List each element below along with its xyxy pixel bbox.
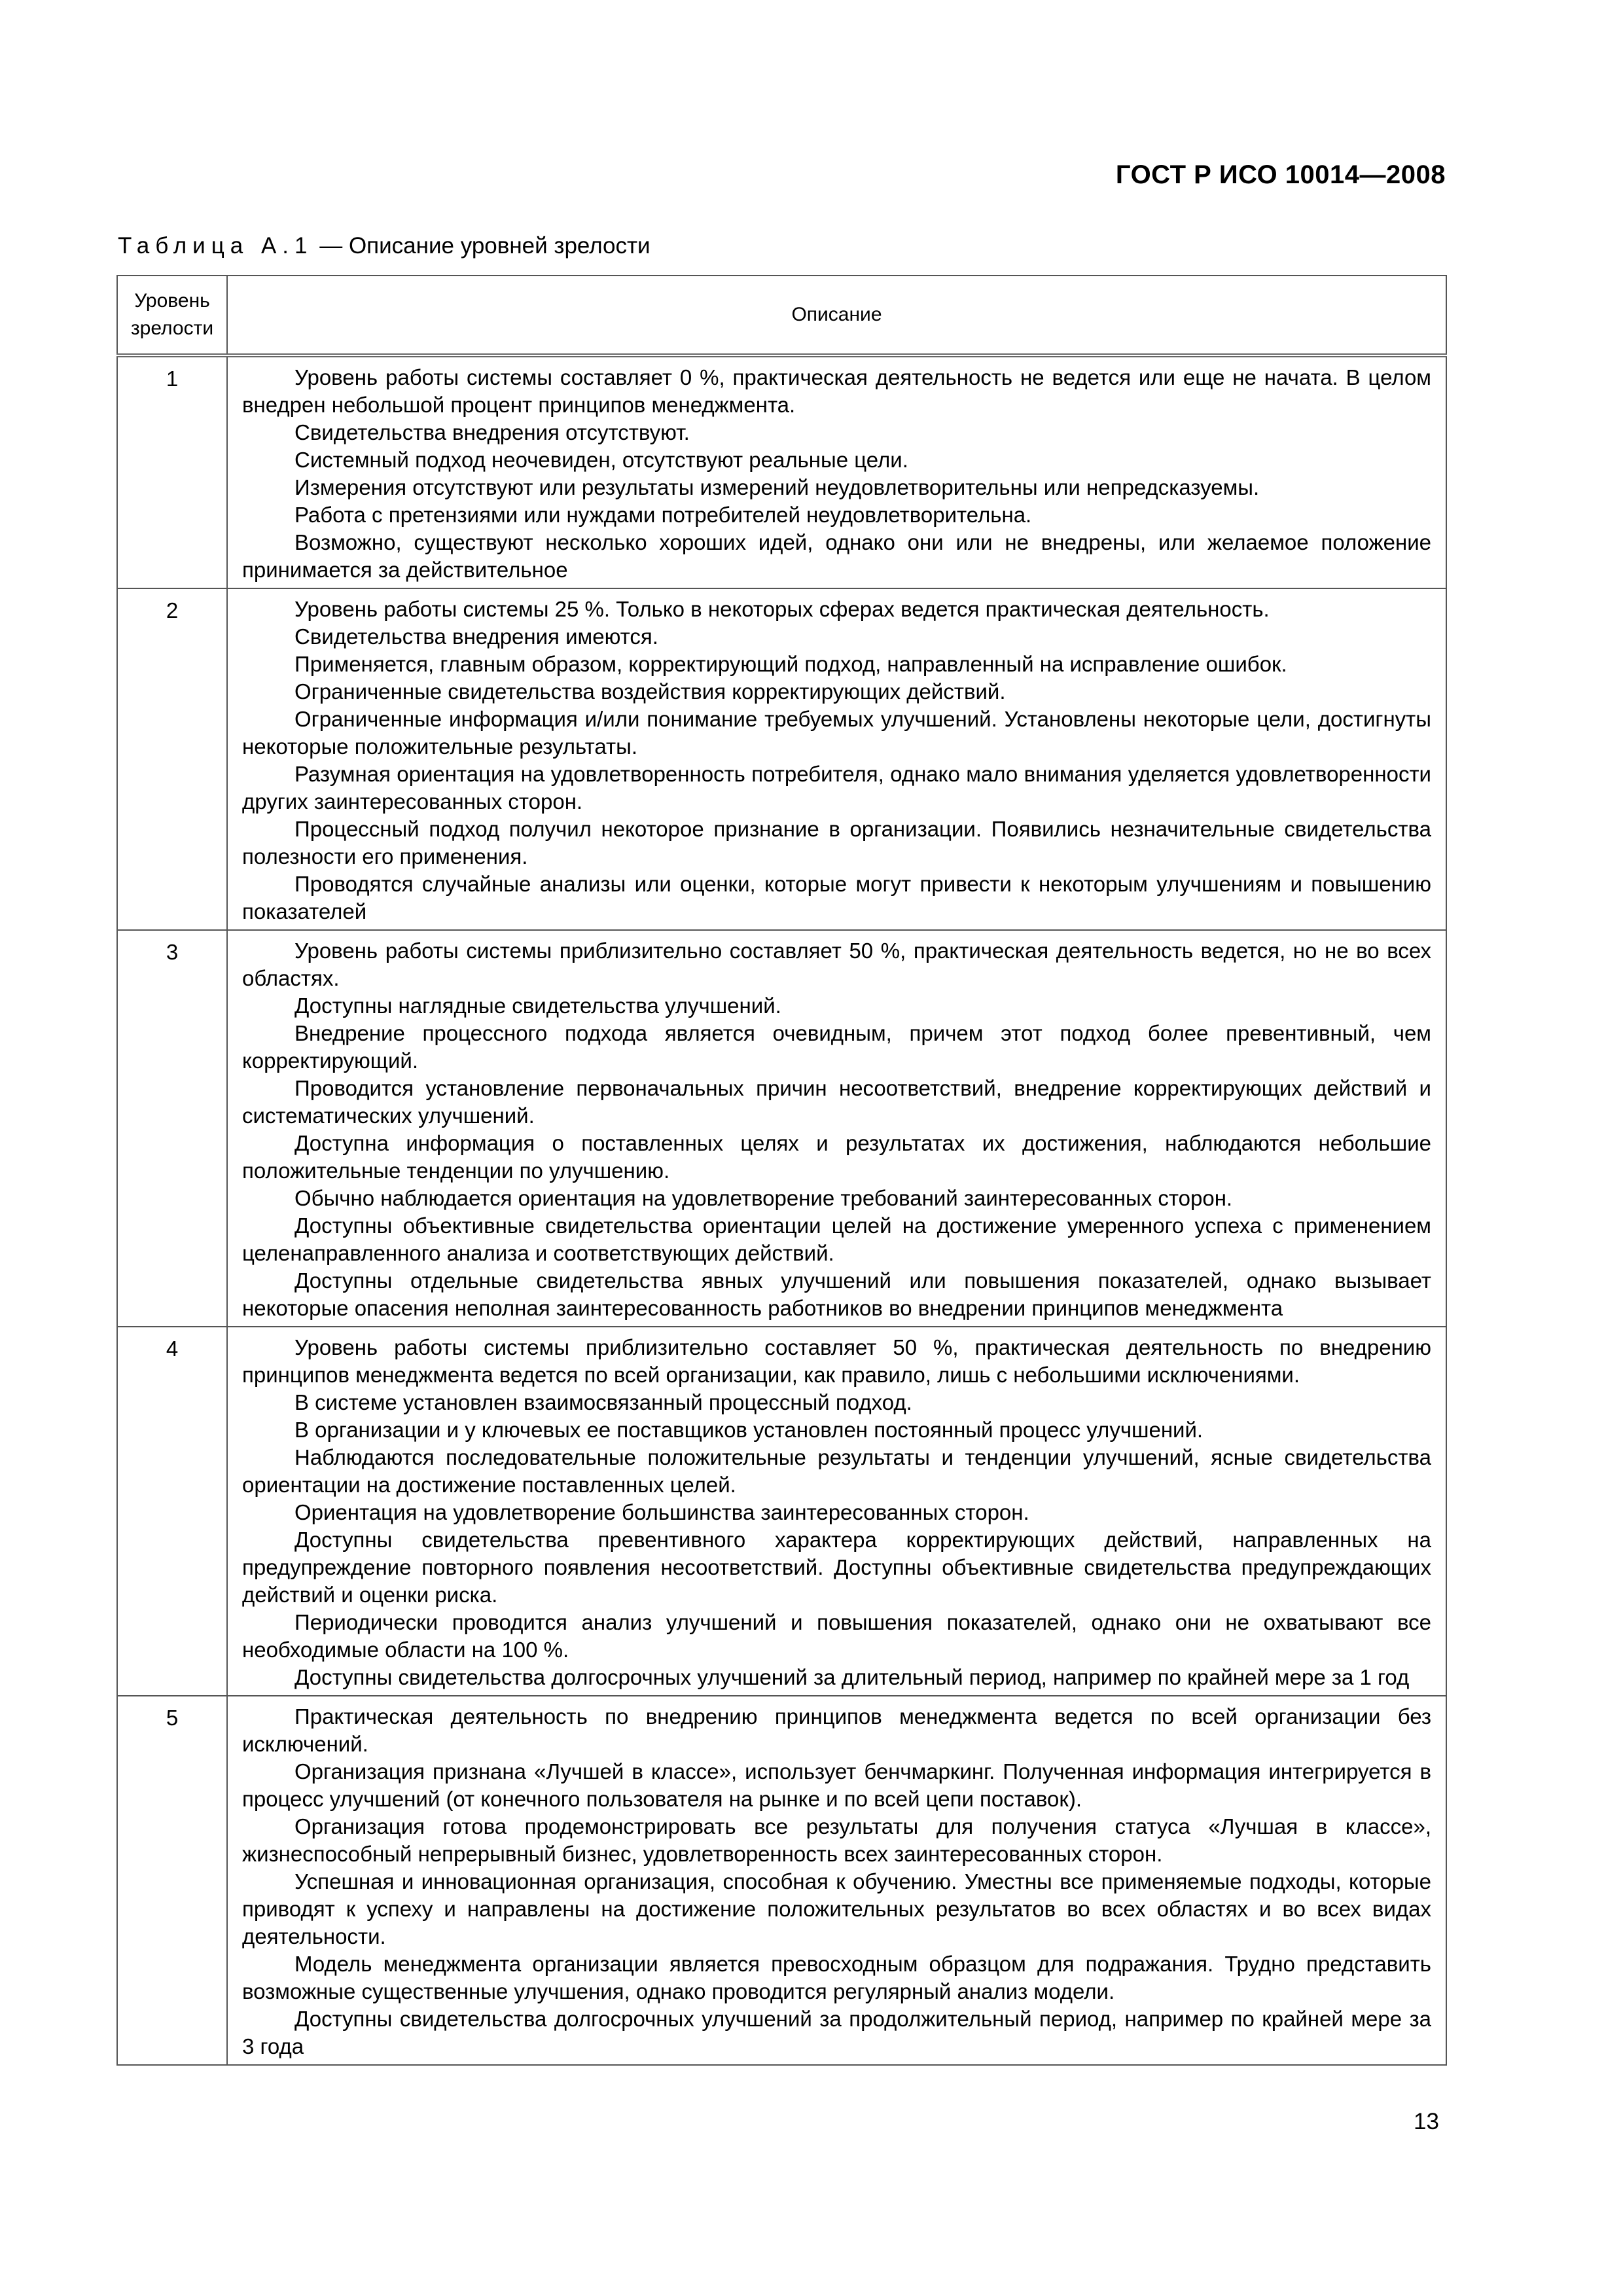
description-paragraph: Ориентация на удовлетворение большинства заинтересованных сторон. [294,1500,1029,1524]
description-cell [227,1696,1446,2065]
maturity-level-cell: 1 [117,355,227,588]
table-caption-title: — Описание уровней зрелости [319,233,651,259]
description-paragraph: Успешная и инновационная организация, способная к обучению. Уместны все применяемые подходы, которые приводят к успеху и направлены на достижение положительных результатов во всех областях и во всех видах деятельности. [242,1869,1431,1948]
description-paragraph: Свидетельства внедрения отсутствуют. [294,420,690,444]
description-paragraph: Проводятся случайные анализы или оценки, которые могут привести к некоторым улучшениям и повышению показателей [242,872,1431,924]
table-row [117,588,1446,930]
description-paragraph: Применяется, главным образом, корректирующий подход, направленный на исправление ошибок. [294,652,1287,676]
description-paragraph: Доступна информация о поставленных целях и результатах их достижения, наблюдаются небольшие положительные тенденции по улучшению. [242,1131,1431,1183]
document-header: ГОСТ Р ИСО 10014—2008 [1115,160,1446,189]
table-caption-label: Таблица А.1 [118,233,313,259]
description-paragraph: Уровень работы системы приблизительно составляет 50 %, практическая деятельность ведется, но не во всех областях. [242,939,1431,990]
maturity-level-cell: 3 [117,930,227,1327]
description-paragraph: Системный подход неочевиден, отсутствуют реальные цели. [294,448,908,472]
column-header-level: Уровень зрелости [117,276,227,355]
description-paragraph: Ограниченные свидетельства воздействия корректирующих действий. [294,679,1006,704]
page-number: 13 [1414,2109,1439,2134]
description-paragraph: Проводится установление первоначальных причин несоответствий, внедрение корректирующих действий и систематических улучшений. [242,1076,1431,1128]
description-paragraph: Доступны свидетельства долгосрочных улучшений за длительный период, например по крайней мере за 1 год [294,1665,1410,1689]
description-paragraph: Организация готова продемонстрировать все результаты для получения статуса «Лучшая в классе», жизнеспособный непрерывный бизнес, удовлетворенность всех заинтересованных сторон. [242,1814,1431,1866]
description-paragraph: В системе установлен взаимосвязанный процессный подход. [294,1390,912,1414]
description-paragraph: Доступны отдельные свидетельства явных улучшений или повышения показателей, однако вызывает некоторые опасения неполная заинтересованность работников во внедрении принципов менеджмента [242,1268,1431,1320]
maturity-level-cell: 4 [117,1327,227,1696]
description-paragraph: Разумная ориентация на удовлетворенность потребителя, однако мало внимания уделяется удовлетворенности других заинтересованных сторон. [242,762,1431,814]
table-row [117,1696,1446,2065]
maturity-levels-table [116,275,1447,2066]
description-paragraph: Возможно, существуют несколько хороших идей, однако они или не внедрены, или желаемое положение принимается за действительное [242,530,1431,582]
description-paragraph: Ограниченные информация и/или понимание требуемых улучшений. Установлены некоторые цели, достигнуты некоторые положительные результаты. [242,707,1431,759]
table-row [117,1327,1446,1696]
description-paragraph: В организации и у ключевых ее поставщиков установлен постоянный процесс улучшений. [294,1418,1204,1442]
description-paragraph: Измерения отсутствуют или результаты измерений неудовлетворительны или непредсказуемы. [294,475,1260,499]
description-paragraph: Организация признана «Лучшей в классе», использует бенчмаркинг. Полученная информация интегрируется в процесс улучшений (от конечного пользователя на рынке и по всей цепи поставок). [242,1759,1431,1811]
description-paragraph: Доступны свидетельства долгосрочных улучшений за продолжительный период, например по крайней мере за 3 года [242,2007,1431,2058]
table-row [117,355,1446,588]
description-paragraph: Обычно наблюдается ориентация на удовлетворение требований заинтересованных сторон. [294,1186,1233,1210]
description-paragraph: Свидетельства внедрения имеются. [294,624,658,649]
description-paragraph: Доступны наглядные свидетельства улучшений. [294,994,781,1018]
description-paragraph: Внедрение процессного подхода является очевидным, причем этот подход более превентивный, чем корректирующий. [242,1021,1431,1073]
description-paragraph: Уровень работы системы 25 %. Только в некоторых сферах ведется практическая деятельность. [294,597,1270,621]
description-paragraph: Процессный подход получил некоторое признание в организации. Появились незначительные свидетельства полезности его применения. [242,817,1431,869]
description-paragraph: Работа с претензиями или нуждами потребителей неудовлетворительна. [294,503,1032,527]
description-paragraph: Практическая деятельность по внедрению принципов менеджмента ведется по всей организации без исключений. [242,1704,1431,1756]
description-paragraph: Модель менеджмента организации является превосходным образцом для подражания. Трудно представить возможные существенные улучшения, однако проводится регулярный анализ модели. [242,1952,1431,2003]
description-paragraph: Уровень работы системы составляет 0 %, практическая деятельность не ведется или еще не начата. В целом внедрен небольшой процент принципов менеджмента. [242,365,1431,417]
table-header-row [117,276,1446,355]
maturity-level-cell: 2 [117,588,227,930]
description-paragraph: Доступны свидетельства превентивного характера корректирующих действий, направленных на предупреждение повторного появления несоответствий. Доступны объективные свидетельства предупреждающих действий и оценки риска. [242,1528,1431,1607]
description-paragraph: Наблюдаются последовательные положительные результаты и тенденции улучшений, ясные свидетельства ориентации на достижение поставленных целей. [242,1445,1431,1497]
table-caption [118,233,651,259]
maturity-level-cell: 5 [117,1696,227,2065]
column-header-description: Описание [227,276,1446,355]
description-cell [227,588,1446,930]
table-row [117,930,1446,1327]
description-paragraph: Уровень работы системы приблизительно составляет 50 %, практическая деятельность по внедрению принципов менеджмента ведется по всей организации, как правило, лишь с небольшими исключениями. [242,1335,1431,1387]
description-paragraph: Периодически проводится анализ улучшений и повышения показателей, однако они не охватывают все необходимые области на 100 %. [242,1610,1431,1662]
description-cell [227,355,1446,588]
description-cell [227,1327,1446,1696]
description-cell [227,930,1446,1327]
description-paragraph: Доступны объективные свидетельства ориентации целей на достижение умеренного успеха с применением целенаправленного анализа и соответствующих действий. [242,1213,1431,1265]
